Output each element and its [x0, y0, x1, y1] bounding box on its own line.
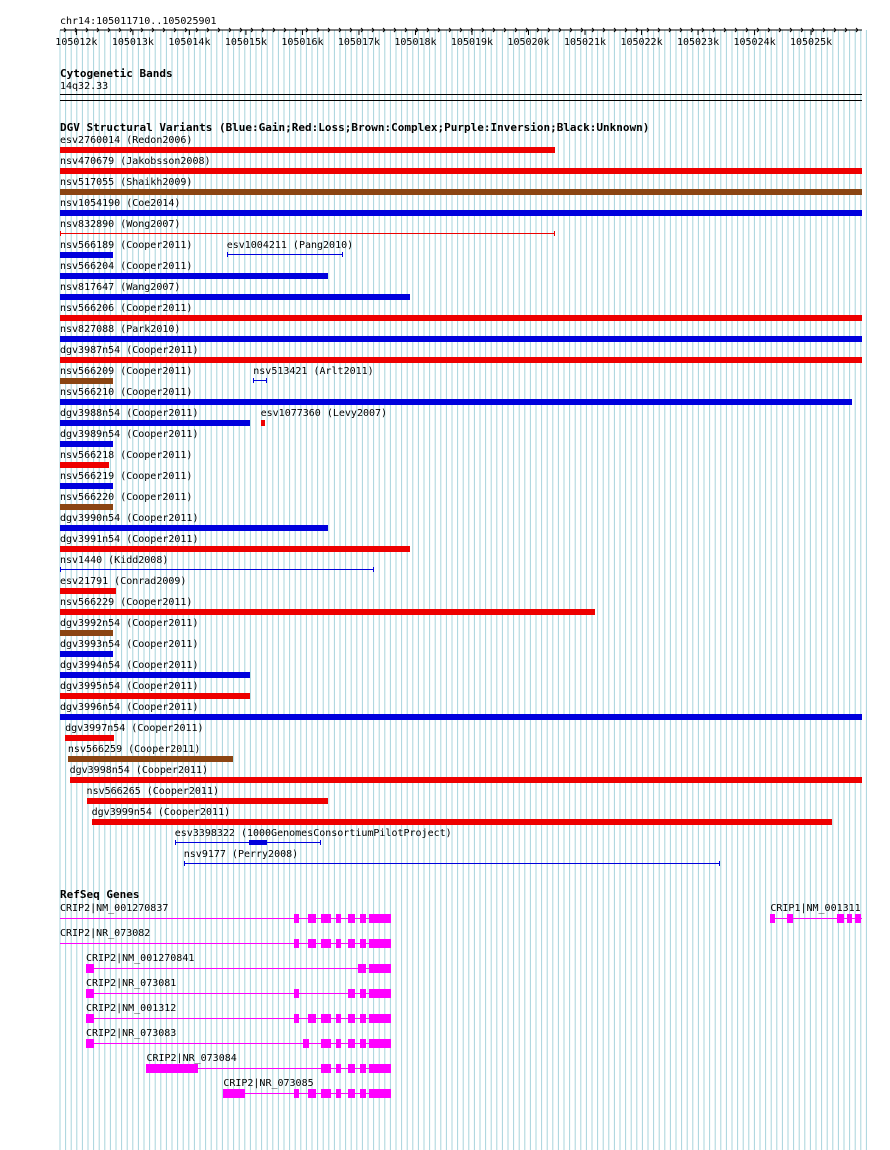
variant-line[interactable]	[60, 569, 374, 570]
gene-exon[interactable]	[321, 1089, 331, 1098]
gene-exon[interactable]	[348, 914, 355, 923]
gene-exon[interactable]	[308, 1014, 316, 1023]
gene-exon[interactable]	[86, 964, 94, 973]
variant-bar[interactable]	[60, 210, 862, 216]
ruler-tick-label: 105021k	[563, 37, 607, 48]
variant-cap	[227, 252, 228, 257]
variant-cap	[60, 231, 61, 236]
gene-exon[interactable]	[369, 989, 390, 998]
region-label: chr14:105011710..105025901	[60, 16, 217, 27]
ruler-tick-label: 105017k	[337, 37, 381, 48]
variant-line[interactable]	[184, 863, 720, 864]
variant-label[interactable]: nsv470679 (Jakobsson2008)	[60, 156, 211, 167]
gene-exon[interactable]	[360, 939, 366, 948]
variant-bar[interactable]	[60, 189, 862, 195]
variant-bar[interactable]	[60, 147, 555, 153]
variant-cap	[373, 567, 374, 572]
ruler-tick-label: 105025k	[790, 37, 833, 48]
gene-exon[interactable]	[86, 989, 94, 998]
variant-bar[interactable]	[60, 672, 250, 678]
gene-exon[interactable]	[294, 989, 299, 998]
variant-cap	[175, 840, 176, 845]
gene-exon[interactable]	[369, 914, 390, 923]
variant-label[interactable]: dgv3998n54 (Cooper2011)	[69, 765, 209, 776]
ruler-tick-label: 105023k	[676, 37, 720, 48]
cytoband-track-title: Cytogenetic Bands	[60, 67, 173, 80]
gene-exon[interactable]	[321, 1014, 331, 1023]
variant-label[interactable]: nsv513421 (Arlt2011)	[253, 366, 374, 377]
variant-cap	[320, 840, 321, 845]
variant-bar[interactable]	[60, 294, 410, 300]
gene-label[interactable]: CRIP2|NM_001270837	[60, 903, 169, 914]
variant-bar[interactable]	[60, 588, 116, 594]
gene-exon[interactable]	[360, 1014, 366, 1023]
ruler-tick-label: 105018k	[394, 37, 437, 48]
cytoband-label: 14q32.33	[60, 81, 109, 92]
ruler-tick-label: 105019k	[450, 37, 494, 48]
variant-label[interactable]: dgv3997n54 (Cooper2011)	[65, 723, 204, 734]
variant-label[interactable]: dgv3987n54 (Cooper2011)	[60, 345, 199, 356]
variant-label[interactable]: nsv817647 (Wang2007)	[60, 282, 181, 293]
variant-label[interactable]: dgv3995n54 (Cooper2011)	[60, 681, 199, 692]
gene-exon[interactable]	[336, 914, 341, 923]
gene-exon[interactable]	[360, 914, 366, 923]
gene-exon[interactable]	[336, 1039, 341, 1048]
gene-exon[interactable]	[369, 1014, 390, 1023]
gene-exon[interactable]	[360, 1064, 366, 1073]
gene-label[interactable]: CRIP2|NR_073085	[223, 1078, 314, 1089]
variant-bar[interactable]	[60, 378, 113, 384]
variant-bar[interactable]	[60, 273, 328, 279]
gene-exon[interactable]	[348, 1039, 355, 1048]
ruler-tick-label: 105024k	[733, 37, 776, 48]
gene-exon[interactable]	[321, 939, 331, 948]
gene-exon[interactable]	[837, 914, 844, 923]
gene-exon[interactable]	[360, 1039, 366, 1048]
variant-label[interactable]: nsv566204 (Cooper2011)	[60, 261, 193, 272]
variant-label[interactable]: nsv9177 (Perry2008)	[183, 849, 299, 860]
variant-label[interactable]: esv1077360 (Levy2007)	[260, 408, 388, 419]
variant-bar[interactable]	[70, 777, 862, 783]
variant-label[interactable]: dgv3989n54 (Cooper2011)	[60, 429, 199, 440]
variant-bar[interactable]	[60, 336, 862, 342]
gene-label[interactable]: CRIP2|NM_001312	[85, 1003, 177, 1014]
variant-bar[interactable]	[87, 798, 328, 804]
variant-label[interactable]: nsv566220 (Cooper2011)	[60, 492, 193, 503]
ruler-tick-label: 105012k	[55, 37, 98, 48]
gene-exon[interactable]	[294, 939, 299, 948]
gene-exon[interactable]	[321, 914, 331, 923]
gene-exon[interactable]	[348, 989, 355, 998]
variant-cap	[266, 378, 267, 383]
gene-exon[interactable]	[358, 964, 365, 973]
variant-label[interactable]: nsv1440 (Kidd2008)	[60, 555, 169, 566]
variant-label[interactable]: nsv566219 (Cooper2011)	[60, 471, 193, 482]
ruler-tick-label: 105013k	[111, 37, 154, 48]
variant-label[interactable]: nsv566265 (Cooper2011)	[86, 786, 219, 797]
gene-exon[interactable]	[369, 1089, 390, 1098]
gene-exon[interactable]	[294, 1089, 299, 1098]
gene-exon[interactable]	[308, 939, 316, 948]
variant-label[interactable]: nsv1054190 (Coe2014)	[60, 198, 181, 209]
gene-exon[interactable]	[348, 1089, 355, 1098]
gene-intron-line[interactable]	[86, 1018, 391, 1019]
dgv-track-title: DGV Structural Variants (Blue:Gain;Red:Loss;Brown:Complex;Purple:Inversion;Black:Unknown)	[60, 121, 650, 134]
variant-label[interactable]: dgv3992n54 (Cooper2011)	[60, 618, 199, 629]
ruler-tick-label: 105015k	[224, 37, 268, 48]
variant-bar[interactable]	[60, 357, 862, 363]
variant-cap	[719, 861, 720, 866]
ruler-tick-label: 105020k	[507, 37, 550, 48]
gene-label[interactable]: CRIP2|NR_073082	[60, 928, 151, 939]
gene-exon[interactable]	[348, 1064, 355, 1073]
variant-label[interactable]: nsv517055 (Shaikh2009)	[60, 177, 193, 188]
variant-cap	[554, 231, 555, 236]
variant-line[interactable]	[227, 254, 343, 255]
gene-exon[interactable]	[321, 1039, 331, 1048]
variant-bar[interactable]	[60, 315, 862, 321]
gene-exon[interactable]	[847, 914, 853, 923]
variant-cap	[253, 378, 254, 383]
variant-label[interactable]: nsv566209 (Cooper2011)	[60, 366, 193, 377]
gene-exon[interactable]	[770, 914, 775, 923]
gene-exon[interactable]	[369, 964, 390, 973]
gene-exon[interactable]	[336, 1014, 341, 1023]
variant-label[interactable]: nsv566206 (Cooper2011)	[60, 303, 193, 314]
variant-bar[interactable]	[60, 546, 410, 552]
variant-bar[interactable]	[60, 630, 113, 636]
gene-exon[interactable]	[348, 1014, 355, 1023]
variant-cap	[342, 252, 343, 257]
gene-exon[interactable]	[308, 914, 316, 923]
variant-cap	[184, 861, 185, 866]
gene-exon[interactable]	[86, 1014, 94, 1023]
gene-label[interactable]: CRIP2|NM_001270841	[85, 953, 195, 964]
gene-exon[interactable]	[855, 914, 861, 923]
gene-intron-line[interactable]	[86, 1043, 391, 1044]
variant-label[interactable]: nsv566218 (Cooper2011)	[60, 450, 193, 461]
gene-exon[interactable]	[321, 1064, 331, 1073]
variant-bar[interactable]	[60, 609, 595, 615]
variant-label[interactable]: dgv3996n54 (Cooper2011)	[60, 702, 199, 713]
gene-label[interactable]: CRIP2|NR_073081	[85, 978, 177, 989]
variant-bar[interactable]	[68, 756, 233, 762]
gene-exon[interactable]	[336, 939, 341, 948]
variant-bar[interactable]	[65, 735, 114, 741]
gene-exon[interactable]	[86, 1039, 94, 1048]
variant-cap	[60, 567, 61, 572]
gene-exon[interactable]	[336, 1064, 341, 1073]
variant-line[interactable]	[60, 233, 555, 234]
gene-exon[interactable]	[294, 914, 299, 923]
variant-bar[interactable]	[60, 693, 250, 699]
gene-exon[interactable]	[294, 1014, 299, 1023]
ruler-tick-label: 105022k	[620, 37, 663, 48]
variant-block	[249, 840, 267, 845]
gene-exon[interactable]	[369, 1064, 390, 1073]
variant-label[interactable]: nsv832890 (Wong2007)	[60, 219, 181, 230]
variant-label[interactable]: nsv566229 (Cooper2011)	[60, 597, 193, 608]
variant-label[interactable]: nsv566210 (Cooper2011)	[60, 387, 193, 398]
gene-exon[interactable]	[308, 1089, 316, 1098]
variant-label[interactable]: esv1004211 (Pang2010)	[226, 240, 354, 251]
variant-label[interactable]: dgv3994n54 (Cooper2011)	[60, 660, 199, 671]
variant-line[interactable]	[253, 380, 267, 381]
gene-exon[interactable]	[146, 1064, 197, 1073]
variant-bar[interactable]	[60, 483, 113, 489]
gene-exon[interactable]	[303, 1039, 309, 1048]
variant-label[interactable]: esv3398322 (1000GenomesConsortiumPilotProject)	[174, 828, 452, 839]
gene-exon[interactable]	[369, 1039, 390, 1048]
variant-label[interactable]: dgv3993n54 (Cooper2011)	[60, 639, 199, 650]
variant-bar[interactable]	[60, 714, 862, 720]
gene-label[interactable]: CRIP1|NM_001311	[770, 903, 861, 914]
gene-exon[interactable]	[336, 1089, 341, 1098]
variant-label[interactable]: nsv827088 (Park2010)	[60, 324, 181, 335]
variant-label[interactable]: nsv566259 (Cooper2011)	[67, 744, 201, 755]
gene-intron-line[interactable]	[86, 968, 391, 969]
variant-bar[interactable]	[60, 420, 250, 426]
variant-label[interactable]: dgv3991n54 (Cooper2011)	[60, 534, 199, 545]
variant-label[interactable]: dgv3990n54 (Cooper2011)	[60, 513, 199, 524]
gene-intron-line[interactable]	[86, 993, 391, 994]
variant-bar[interactable]	[60, 399, 852, 405]
variant-bar[interactable]	[60, 168, 862, 174]
gene-exon[interactable]	[223, 1089, 245, 1098]
variant-bar[interactable]	[60, 441, 113, 447]
variant-label[interactable]: dgv3999n54 (Cooper2011)	[91, 807, 231, 818]
ruler-tick-label: 105014k	[168, 37, 211, 48]
variant-label[interactable]: nsv566189 (Cooper2011)	[60, 240, 193, 251]
gene-exon[interactable]	[787, 914, 793, 923]
variant-bar[interactable]	[92, 819, 832, 825]
variant-bar[interactable]	[60, 651, 113, 657]
gene-label[interactable]: CRIP2|NR_073083	[85, 1028, 177, 1039]
gene-exon[interactable]	[369, 939, 390, 948]
variant-bar[interactable]	[60, 504, 113, 510]
variant-bar[interactable]	[60, 462, 109, 468]
gene-label[interactable]: CRIP2|NR_073084	[146, 1053, 237, 1064]
variant-bar[interactable]	[60, 525, 328, 531]
variant-bar[interactable]	[261, 420, 265, 426]
gene-exon[interactable]	[348, 939, 355, 948]
gene-exon[interactable]	[360, 989, 366, 998]
variant-bar[interactable]	[60, 252, 113, 258]
variant-label[interactable]: esv2760014 (Redon2006)	[60, 135, 193, 146]
variant-label[interactable]: esv21791 (Conrad2009)	[60, 576, 187, 587]
gene-exon[interactable]	[360, 1089, 366, 1098]
ruler-tick-label: 105016k	[281, 37, 324, 48]
variant-label[interactable]: dgv3988n54 (Cooper2011)	[60, 408, 199, 419]
refseq-track-title: RefSeq Genes	[60, 888, 140, 901]
